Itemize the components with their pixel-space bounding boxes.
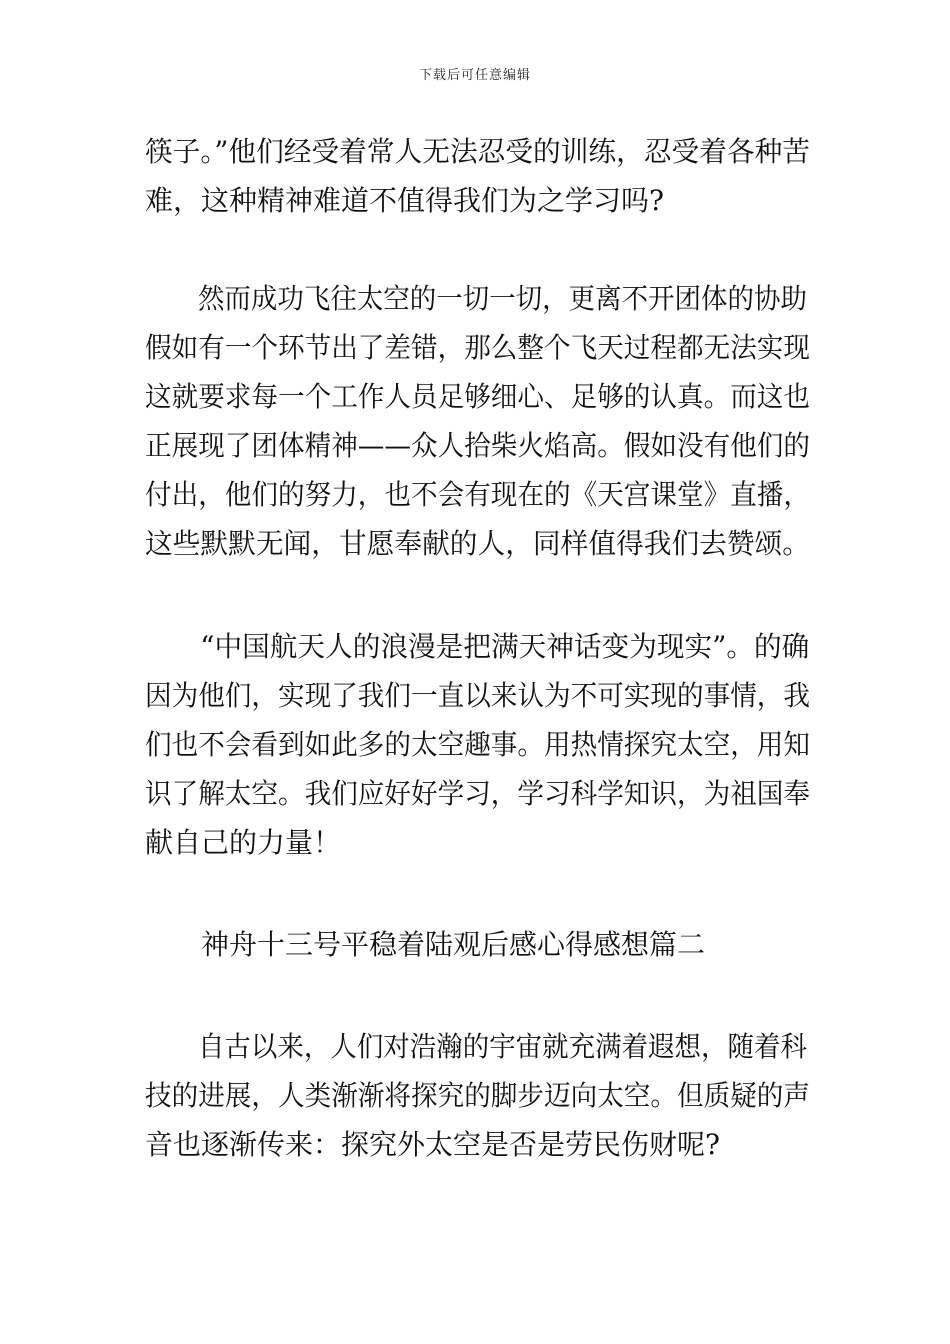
paragraph-5 [145, 1022, 810, 1169]
page-header-note: 下载后可任意编辑 [418, 68, 531, 83]
paragraph-line: 正展现了团体精神——众人拾柴火焰高。假如没有他们的 [145, 429, 811, 462]
paragraph-line: 因为他们，实现了我们一直以来认为不可实现的事情，我 [145, 679, 811, 712]
paragraph-3 [145, 622, 810, 867]
paragraph-line: 识了解太空。我们应好好学习，学习科学知识，为祖国奉 [145, 777, 811, 810]
paragraph-line: 然而成功飞往太空的一切一切，更离不开团体的协助 [197, 282, 807, 315]
section-heading [145, 920, 810, 969]
paragraph-1 [145, 127, 810, 225]
paragraph-line: 这就要求每一个工作人员足够细心、足够的认真。而这也 [145, 380, 811, 413]
paragraph-line: 付出，他们的努力，也不会有现在的《天宫课堂》直播， [145, 478, 811, 511]
paragraph-line: 音也逐渐传来：探究外太空是否是劳民伤财呢? [145, 1128, 721, 1161]
paragraph-line: 们也不会看到如此多的太空趣事。用热情探究太空，用知 [145, 728, 811, 761]
paragraph-line: 技的进展，人类渐渐将探究的脚步迈向太空。但质疑的声 [145, 1079, 811, 1112]
paragraph-line: 假如有一个环节出了差错，那么整个飞天过程都无法实现 [145, 331, 811, 364]
paragraph-line: 自古以来，人们对浩瀚的宇宙就充满着遐想，随着科 [197, 1030, 807, 1063]
paragraph-line: 难，这种精神难道不值得我们为之学习吗? [145, 184, 665, 217]
paragraph-line: “中国航天人的浪漫是把满天神话变为现实”。的确 [200, 630, 810, 663]
paragraph-line: 这些默默无闻，甘愿奉献的人，同样值得我们去赞颂。 [145, 527, 811, 560]
paragraph-line: 献自己的力量！ [145, 826, 342, 859]
paragraph-line: 筷子。”他们经受着常人无法忍受的训练，忍受着各种苦 [145, 135, 810, 168]
section-heading-text: 神舟十三号平稳着陆观后感心得感想篇二 [201, 928, 706, 961]
paragraph-2 [145, 274, 810, 568]
